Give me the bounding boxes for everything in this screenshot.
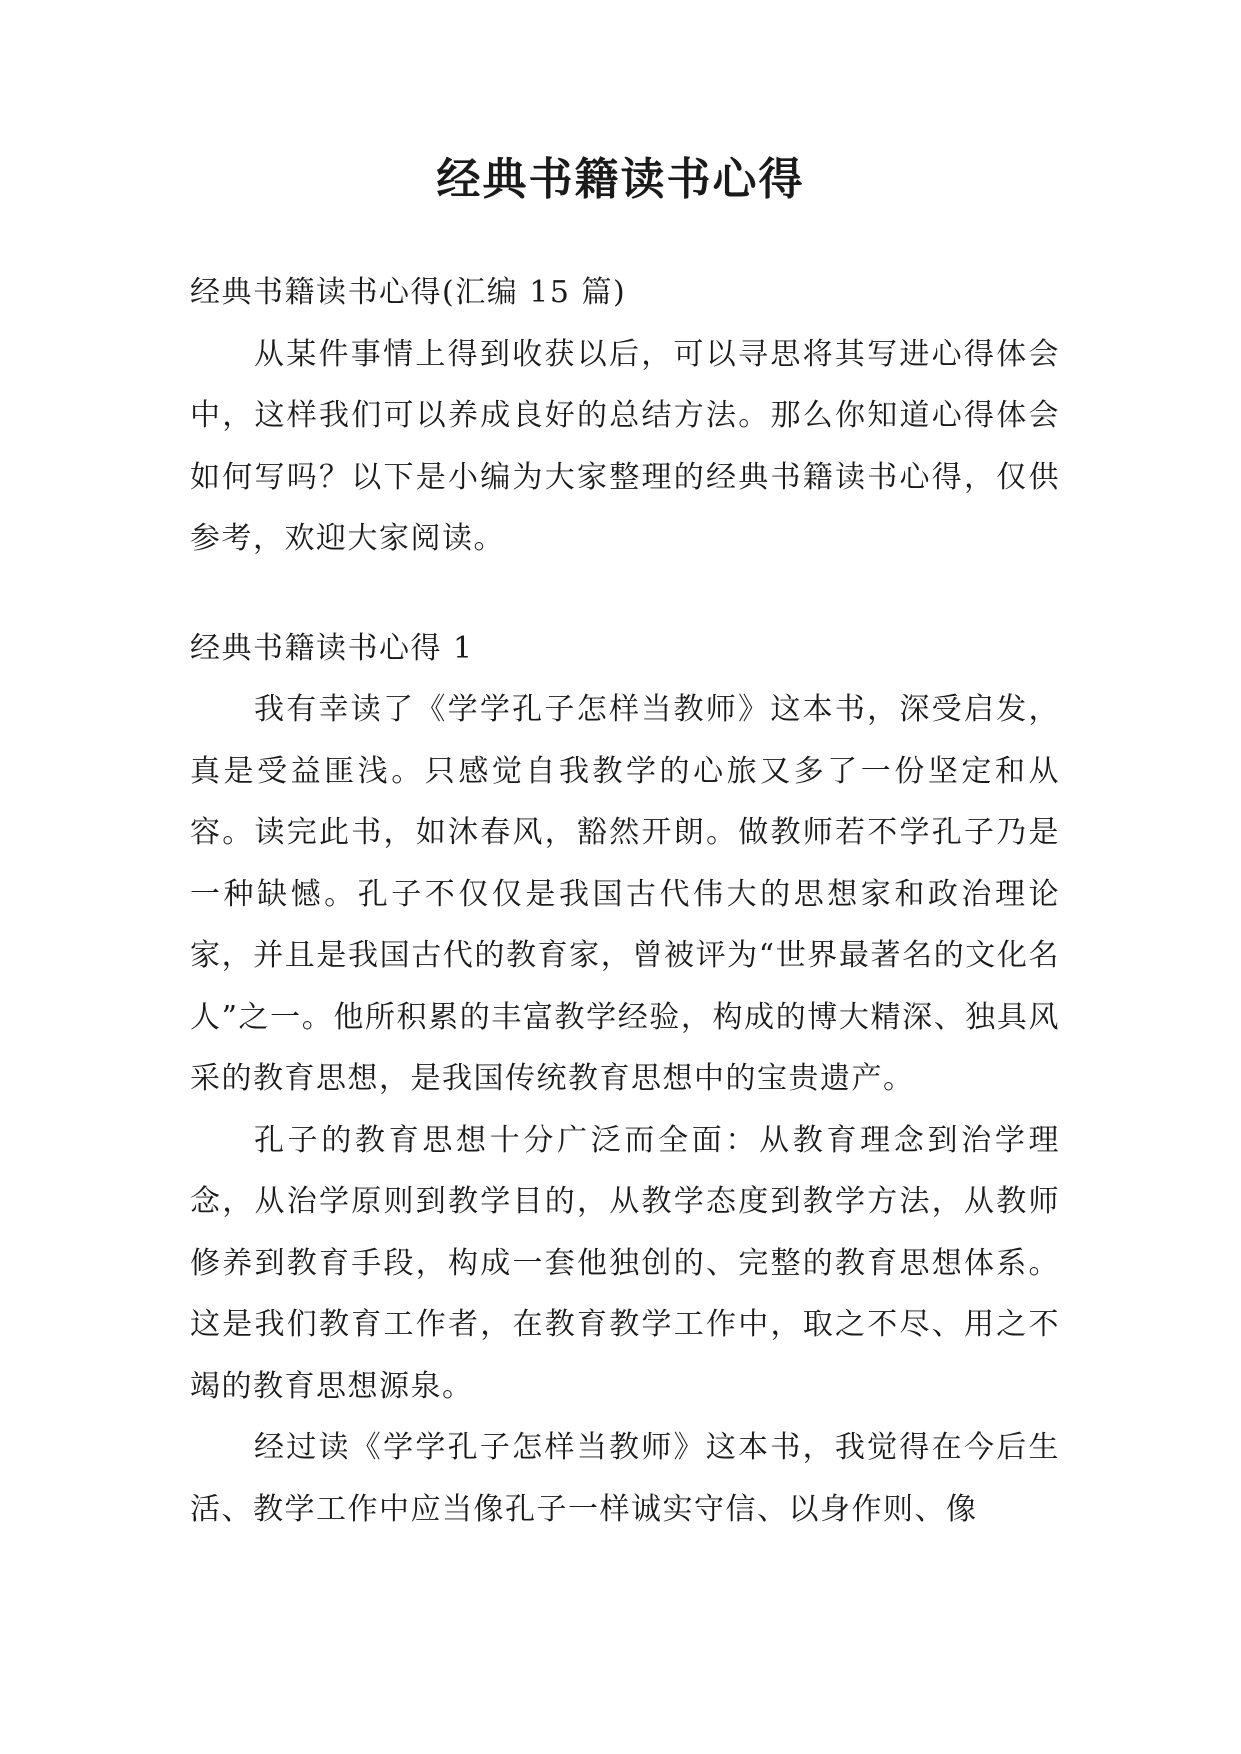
body-paragraph: 我有幸读了《学学孔子怎样当教师》这本书，深受启发，真是受益匪浅。只感觉自我教学的心旅又多了一份坚定和从容。读完此书，如沐春风，豁然开朗。做教师若不学孔子乃是一种缺憾。孔子不仅仅是我国古代伟大的思想家和政治理论家，并且是我国古代的教育家，曾被评为“世界最著名的文化名人”之一。他所积累的丰富教学经验，构成的博大精深、独具风采的教育思想，是我国传统教育思想中的宝贵遗产。 — [190, 692, 1060, 1096]
section-heading: 经典书籍读书心得 1 — [190, 630, 474, 666]
document-subtitle: 经典书籍读书心得(汇编 15 篇) — [190, 275, 627, 310]
body-paragraph: 经过读《学学孔子怎样当教师》这本书，我觉得在今后生活、教学工作中应当像孔子一样诚实守信、以身作则、像 — [190, 1430, 1060, 1527]
intro-paragraph: 从某件事情上得到收获以后，可以寻思将其写进心得体会中，这样我们可以养成良好的总结方法。那么你知道心得体会如何写吗？以下是小编为大家整理的经典书籍读书心得，仅供参考，欢迎大家阅读。 — [190, 336, 1060, 556]
section-spacer — [190, 570, 1060, 618]
document-body — [190, 262, 1060, 1540]
document-title: 经典书籍读书心得 — [436, 154, 805, 205]
body-paragraph: 孔子的教育思想十分广泛而全面：从教育理念到治学理念，从治学原则到教学目的，从教学态度到教学方法，从教师修养到教育手段，构成一套他独创的、完整的教育思想体系。这是我们教育工作者，在教育教学工作中，取之不尽、用之不竭的教育思想源泉。 — [190, 1122, 1060, 1404]
